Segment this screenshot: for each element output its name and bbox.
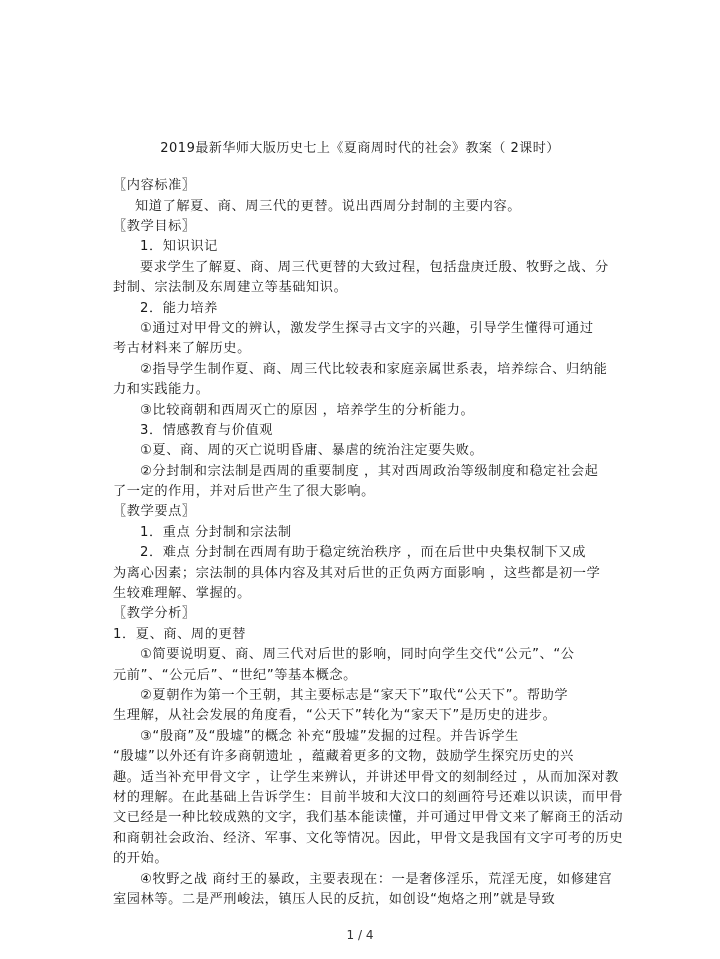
subheading-ability: 2．能力培养: [140, 301, 218, 316]
paragraph-line: 和商朝社会政治、经济、军事、文化等情况。因此，甲骨文是我国有文字可考的历史: [113, 831, 624, 846]
paragraph-line: 了一定的作用，并对后世产生了很大影响。: [113, 484, 375, 499]
paragraph-line: ②夏朝作为第一个王朝，其主要标志是“家天下”取代“公天下”。帮助学: [140, 688, 569, 703]
section-heading-key-points: 〖教学要点〗: [113, 504, 196, 519]
paragraph-line: “殷墟”以外还有许多商朝遗址 ，蕴藏着更多的文物，鼓励学生探究历史的兴: [113, 749, 574, 764]
subheading-dynasty-succession: 1．夏、商、周的更替: [113, 627, 247, 642]
paragraph-line: 室园林等。二是严刑峻法，镇压人民的反抗，如创设“炮烙之刑”就是导致: [113, 892, 556, 907]
paragraph-line: 生理解，从社会发展的角度看，“公天下”转化为“家天下”是历史的进步。: [113, 708, 557, 723]
paragraph-line: ③“殷商”及“殷墟”的概念 补充“殷墟”发掘的过程。并告诉学生: [140, 729, 519, 744]
paragraph-line: 文已经是一种比较成熟的文字，我们基本能读懂，并可通过甲骨文来了解商王的活动: [113, 810, 624, 825]
paragraph-line: 要求学生了解夏、商、周三代更替的大致过程，包括盘庚迁殷、牧野之战、分: [140, 260, 609, 275]
paragraph-line: 力和实践能力。: [113, 382, 210, 397]
paragraph-line: ③比较商朝和西周灭亡的原因 ，培养学生的分析能力。: [140, 403, 475, 418]
paragraph-line: 的开始。: [113, 851, 169, 866]
paragraph-line: ①通过对甲骨文的辨认，激发学生探寻古文字的兴趣，引导学生懂得可通过: [140, 321, 594, 336]
paragraph-line: 考古材料来了解历史。: [113, 341, 251, 356]
paragraph-line: ①简要说明夏、商、周三代对后世的影响，同时向学生交代“公元”、“公: [140, 647, 575, 662]
section-heading-analysis: 〖教学分析〗: [113, 606, 196, 621]
paragraph-line: 封制、宗法制及东周建立等基础知识。: [113, 280, 348, 295]
section-heading-teaching-goals: 〖教学目标〗: [113, 219, 196, 234]
difficulty-line: 2．难点 分封制在西周有助于稳定统治秩序 ，而在后世中央集权制下又成: [140, 545, 586, 560]
paragraph-line: 趣。适当补充甲骨文字 ，让学生来辨认，并讲述甲骨文的刻制经过 ，从而加深对教: [113, 770, 619, 785]
paragraph-line: ②分封制和宗法制是西周的重要制度 ，其对西周政治等级制度和稳定社会起: [140, 464, 599, 479]
paragraph-line: 为离心因素；宗法制的具体内容及其对后世的正负两方面影响 ，这些都是初一学: [113, 566, 601, 581]
paragraph-line: ②指导学生制作夏、商、周三代比较表和家庭亲属世系表，培养综合、归纳能: [140, 362, 608, 377]
paragraph-line: 生较难理解、掌握的。: [113, 586, 251, 601]
paragraph-line: 元前”、“公元后”、“世纪”等基本概念。: [113, 668, 357, 683]
document-title: 2019最新华师大版历史七上《夏商周时代的社会》教案（ 2课时）: [160, 141, 560, 156]
paragraph-line: ①夏、商、周的灭亡说明昏庸、暴虐的统治注定要失败。: [140, 443, 484, 458]
key-point-line: 1．重点 分封制和宗法制: [140, 525, 292, 540]
page-number: 1 / 4: [346, 928, 374, 942]
paragraph-line: 材的理解。在此基础上告诉学生：目前半坡和大汶口的刻画符号还难以识读，而甲骨: [113, 790, 624, 805]
section-heading-content-standard: 〖内容标准〗: [113, 178, 196, 193]
subheading-knowledge: 1．知识识记: [140, 239, 218, 254]
paragraph-line: 知道了解夏、商、周三代的更替。说出西周分封制的主要内容。: [135, 199, 522, 214]
paragraph-line: ④牧野之战 商纣王的暴政，主要表现在：一是奢侈淫乐，荒淫无度，如修建宫: [140, 872, 613, 887]
subheading-values: 3．情感教育与价值观: [140, 423, 274, 438]
